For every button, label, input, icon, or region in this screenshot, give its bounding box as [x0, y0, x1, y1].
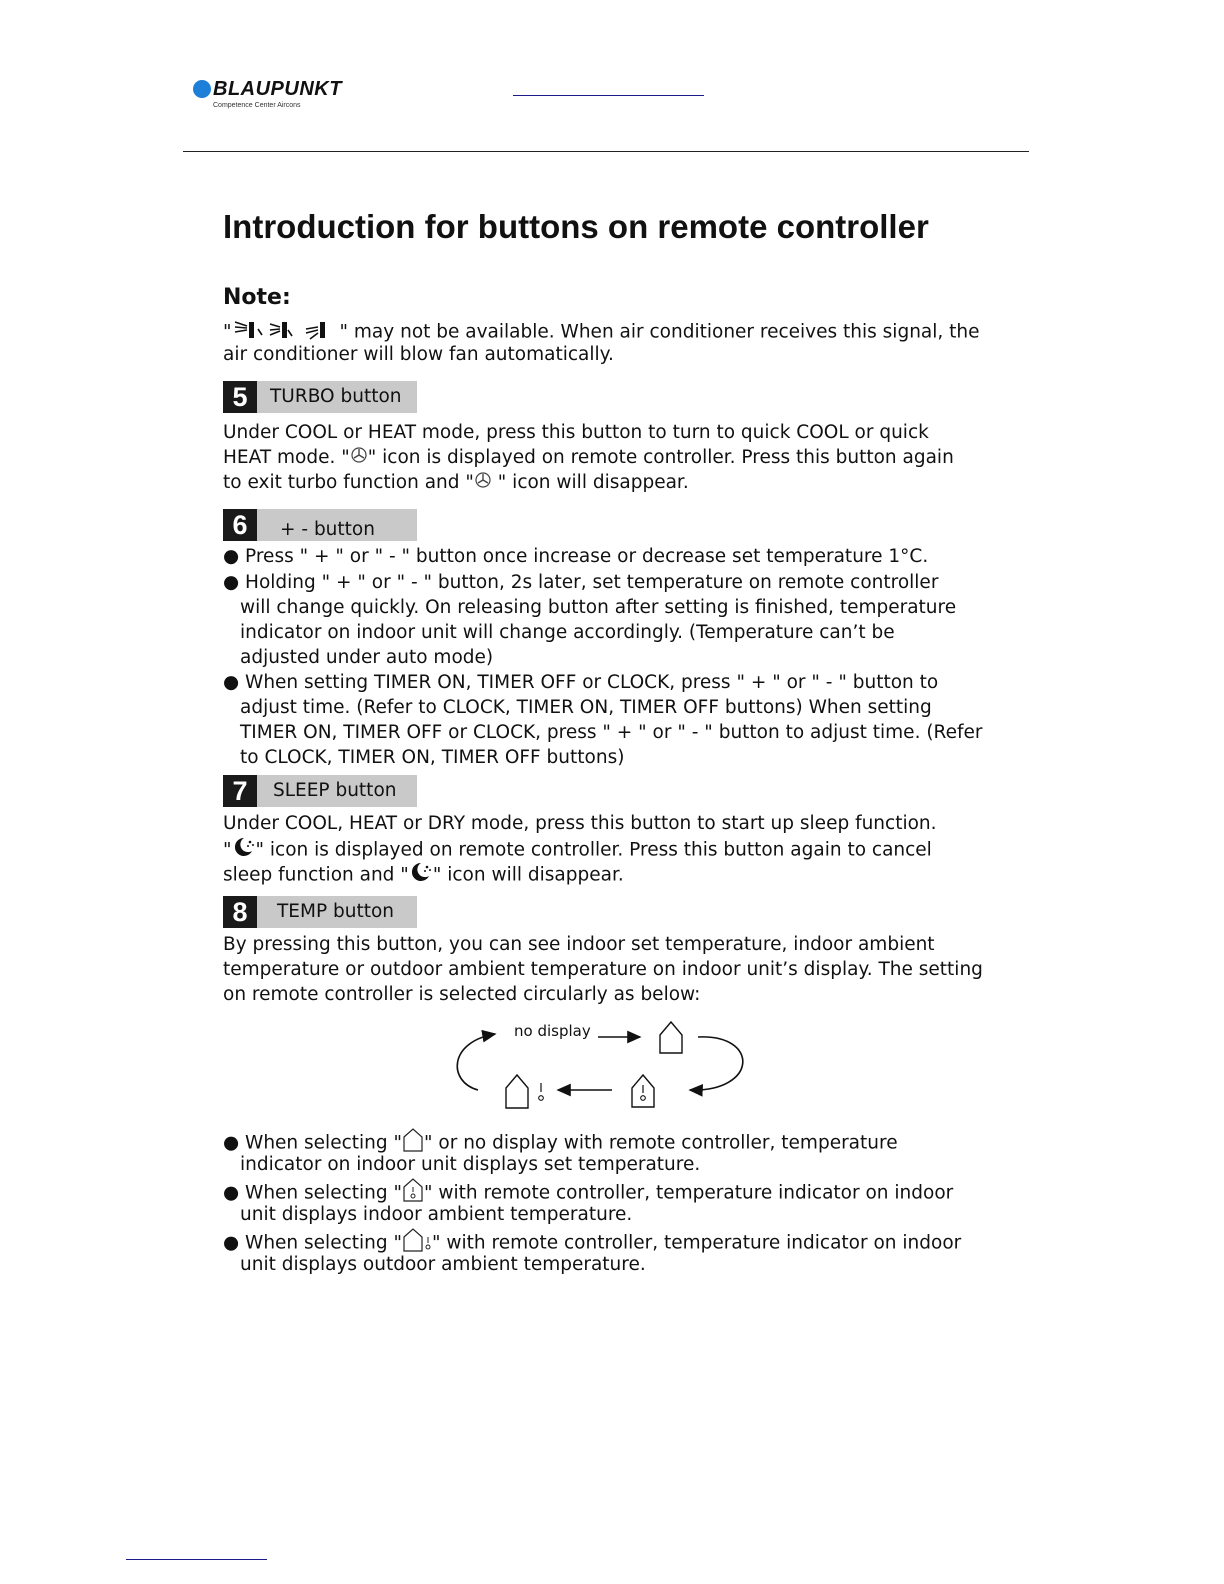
section-6-bullet-3-cont: TIMER ON, TIMER OFF or CLOCK, press " + " or " - " button to adjust time. (Refer: [240, 722, 983, 743]
section-8-header: [223, 896, 417, 928]
house-outdoor-temp-icon: [506, 1075, 543, 1108]
note-line-2: air conditioner will blow fan automatically.: [223, 344, 614, 365]
section-7-number: 7: [223, 775, 257, 807]
section-8-number: 8: [223, 896, 257, 928]
note-line-1: " " may not be available. When air conditioner receives this signal, the: [223, 317, 980, 348]
brand-logo-dot: [193, 80, 211, 98]
section-7-line-1: Under COOL, HEAT or DRY mode, press this button to start up sleep function.: [223, 813, 937, 834]
section-8-line-2: temperature or outdoor ambient temperature on indoor unit’s display. The setting: [223, 959, 983, 980]
section-6-bullet-1: ● Press " + " or " - " button once increase or decrease set temperature 1°C.: [223, 546, 929, 567]
brand-tagline: Competence Center Aircons: [213, 102, 301, 109]
section-5-line-1: Under COOL or HEAT mode, press this button to turn to quick COOL or quick: [223, 422, 929, 443]
temp-cycle-diagram: [440, 1012, 760, 1117]
section-5-line-2: HEAT mode. " " icon is displayed on remote controller. Press this button again: [223, 445, 954, 471]
section-6-bullet-3-cont: adjust time. (Refer to CLOCK, TIMER ON, TIMER OFF buttons) When setting: [240, 697, 932, 718]
section-8-bullet-1: ● When selecting " " or no display with remote controller, temperature: [223, 1127, 898, 1160]
section-6-bullet-2-cont: adjusted under auto mode): [240, 647, 494, 668]
section-8-label: TEMP button: [277, 901, 395, 922]
header-link-underline[interactable]: [513, 95, 704, 96]
section-8-bullet-3-cont: unit displays outdoor ambient temperature.: [240, 1254, 646, 1275]
section-7-line-2: " " icon is displayed on remote controller. Press this button again to cancel: [223, 836, 932, 865]
section-7-header: [223, 775, 417, 807]
footer-link-underline[interactable]: [126, 1559, 267, 1560]
section-6-bullet-3-cont: to CLOCK, TIMER ON, TIMER OFF buttons): [240, 747, 625, 768]
temp-cycle-arrows: [440, 1012, 760, 1117]
section-7-line-3: sleep function and " " icon will disappear.: [223, 861, 624, 890]
header-divider: [183, 151, 1029, 152]
brand-name: BLAUPUNKT: [213, 78, 342, 100]
section-5-line-3: to exit turbo function and " " icon will disappear.: [223, 470, 689, 496]
section-7-label: SLEEP button: [273, 780, 397, 801]
house-set-temp-icon: [660, 1022, 682, 1053]
section-8-bullet-2: ● When selecting " " with remote controller, temperature indicator on indoor: [223, 1177, 953, 1210]
section-6-label: + - button: [280, 519, 375, 540]
section-5-number: 5: [223, 381, 257, 413]
section-5-label: TURBO button: [270, 386, 402, 407]
house-indoor-temp-icon: [632, 1075, 654, 1107]
turbo-icon: [350, 446, 368, 471]
section-6-bullet-2-cont: will change quickly. On releasing button after setting is finished, temperature: [240, 597, 957, 618]
no-display-label: no display: [514, 1022, 591, 1040]
section-8-bullet-2-cont: unit displays indoor ambient temperature.: [240, 1204, 633, 1225]
section-8-bullet-3: ● When selecting " " with remote controller, temperature indicator on indoor: [223, 1227, 961, 1260]
section-8-bullet-1-cont: indicator on indoor unit displays set temperature.: [240, 1154, 701, 1175]
section-6-bullet-3: ● When setting TIMER ON, TIMER OFF or CLOCK, press " + " or " - " button to: [223, 672, 939, 693]
section-8-line-3: on remote controller is selected circularly as below:: [223, 984, 701, 1005]
section-6-bullet-2-cont: indicator on indoor unit will change accordingly. (Temperature can’t be: [240, 622, 895, 643]
sleep-moon-icon: [409, 861, 433, 890]
page-title: Introduction for buttons on remote controller: [223, 208, 929, 245]
note-heading: Note:: [223, 285, 291, 310]
section-5-header: [223, 381, 417, 413]
turbo-icon: [474, 471, 492, 496]
section-6-number: 6: [223, 509, 257, 541]
section-8-line-1: By pressing this button, you can see indoor set temperature, indoor ambient: [223, 934, 935, 955]
section-6-header: [223, 509, 417, 541]
section-6-bullet-2: ● Holding " + " or " - " button, 2s later, set temperature on remote controller: [223, 572, 939, 593]
